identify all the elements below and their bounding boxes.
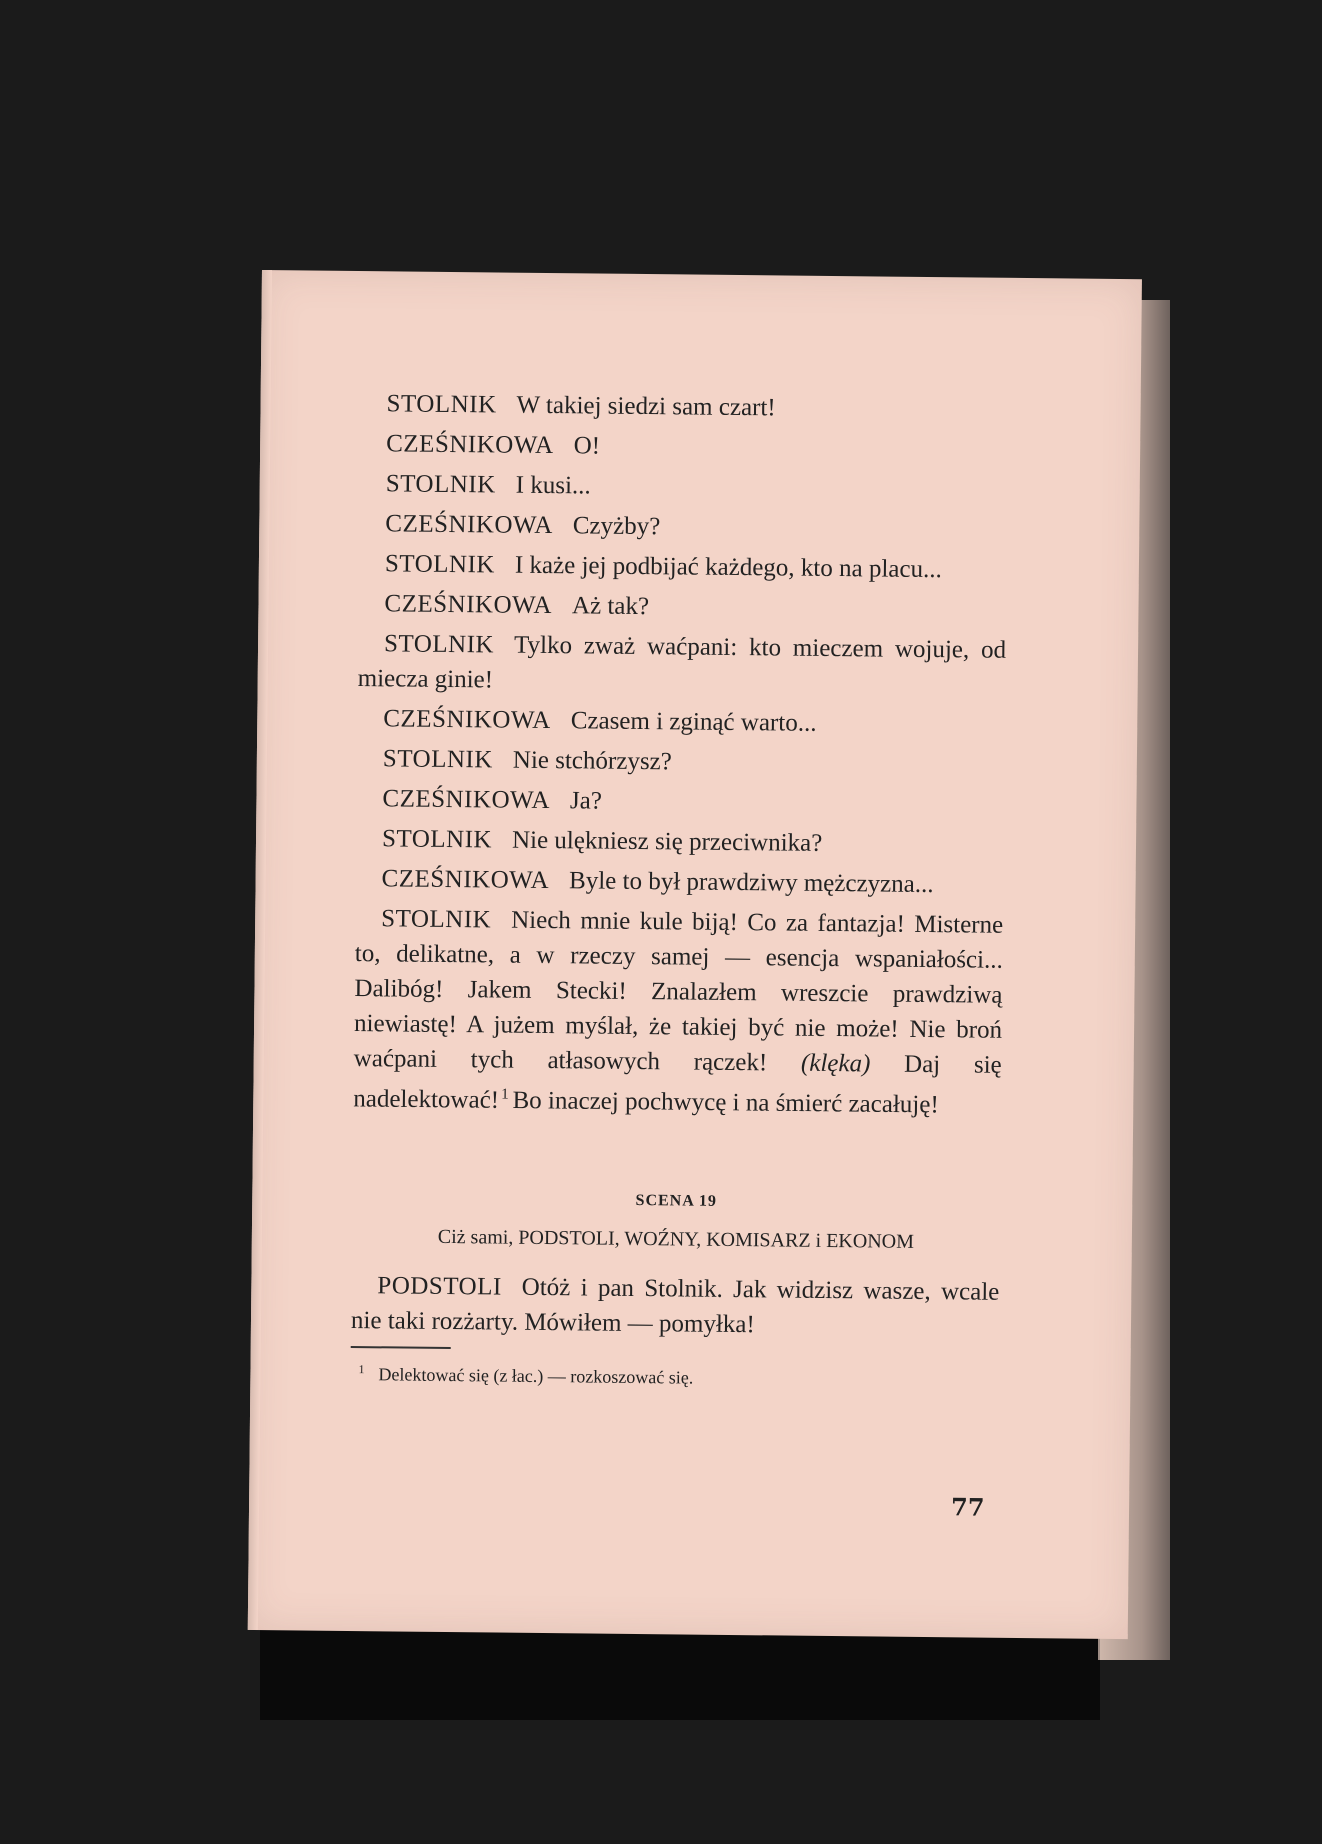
- footnote-reference: 1: [501, 1086, 509, 1103]
- dialogue-line: [358, 586, 1006, 628]
- dialogue-text: Otóż i pan Stolnik. Jak widzisz wasze, wcale nie taki rozżarty. Mówiłem — pomyłka!: [350, 1274, 1000, 1339]
- speaker-name: STOLNIK: [382, 745, 494, 774]
- dialogue-text: W takiej siedzi sam czart!: [516, 391, 776, 422]
- speech-text: Daj się nadelektować!: [353, 1050, 1002, 1114]
- page-number: 77: [950, 1492, 985, 1522]
- speaker-name: PODSTOLI: [377, 1272, 502, 1301]
- footnote: [358, 1356, 998, 1394]
- dialogue-line: [360, 426, 1008, 468]
- speaker-name: STOLNIK: [386, 390, 497, 419]
- dialogue-line: [355, 861, 1003, 903]
- speaker-name: STOLNIK: [385, 470, 496, 499]
- speech-text: Bo inaczej pochwycę i na śmierć zacałuję!: [512, 1086, 939, 1119]
- dialogue-text: O!: [573, 432, 601, 460]
- speaker-name: CZEŚNIKOWA: [383, 705, 551, 735]
- dialogue-text: Nie ulękniesz się przeciwnika?: [511, 826, 823, 857]
- dialogue-text: Nie stchórzysz?: [512, 746, 672, 776]
- scanner-background: [260, 1630, 1100, 1720]
- dialogue-text: Byle to był prawdziwy mężczyzna...: [568, 867, 934, 899]
- dialogue-line: [356, 821, 1004, 863]
- dialogue-text: Czasem i zginąć warto...: [570, 707, 817, 737]
- speaker-name: CZEŚNIKOWA: [382, 785, 551, 815]
- speaker-name: CZEŚNIKOWA: [381, 865, 550, 895]
- dialogue-text: I kusi...: [515, 471, 591, 500]
- speaker-name: STOLNIK: [381, 825, 493, 854]
- dialogue-text: Czyżby?: [572, 512, 661, 541]
- dialogue-line: [356, 781, 1004, 823]
- dialogue-line: [357, 701, 1005, 743]
- stage-direction: (klęka): [800, 1049, 871, 1078]
- dialogue-line: [357, 741, 1005, 783]
- footnote-marker: 1: [358, 1362, 365, 1377]
- footnote-divider: [351, 1346, 451, 1349]
- footnote-text: Delektować się (z łac.) — rozkoszować się.: [378, 1364, 694, 1388]
- page-text: [350, 386, 1008, 1394]
- dialogue-text: I każe jej podbijać każdego, kto na placu...: [514, 551, 942, 584]
- scene-heading: SCENA 19: [635, 1192, 718, 1211]
- dialogue-text: Aż tak?: [571, 592, 650, 621]
- speaker-name: STOLNIK: [384, 550, 496, 579]
- dialogue-line: [358, 626, 1007, 703]
- speaker-name: STOLNIK: [383, 630, 495, 659]
- speaker-name: CZEŚNIKOWA: [385, 510, 553, 540]
- dialogue-text: Tylko zważ waćpani: kto mieczem wojuje, od miecza ginie!: [357, 631, 1007, 694]
- speaker-name: STOLNIK: [381, 905, 492, 934]
- dialogue-line: [359, 506, 1007, 548]
- dialogue-text: Ja?: [569, 787, 603, 815]
- dialogue-line: [351, 1268, 1000, 1345]
- speech-text: Niech mnie kule biją! Co za fantazja! Misterne to, delikatne, a w rzeczy samej — esencja wspaniałości... Dalibóg! Jakem Stecki! Znalazłem wreszcie prawdziwą niewiastę! A jużem myślał, że takiej być nie może! Nie broń waćpani tych atłasowych rączek!: [353, 906, 1004, 1077]
- speaker-name: CZEŚNIKOWA: [384, 590, 553, 620]
- dialogue-line: [360, 386, 1008, 428]
- dialogue-line: [360, 466, 1008, 508]
- scene-cast-list: Ciż sami, PODSTOLI, WOŹNY, KOMISARZ i EKONOM: [437, 1226, 915, 1254]
- speaker-name: CZEŚNIKOWA: [386, 430, 554, 460]
- long-speech: [353, 901, 1003, 1123]
- book-page: [248, 270, 1142, 1639]
- dialogue-line: [359, 546, 1007, 588]
